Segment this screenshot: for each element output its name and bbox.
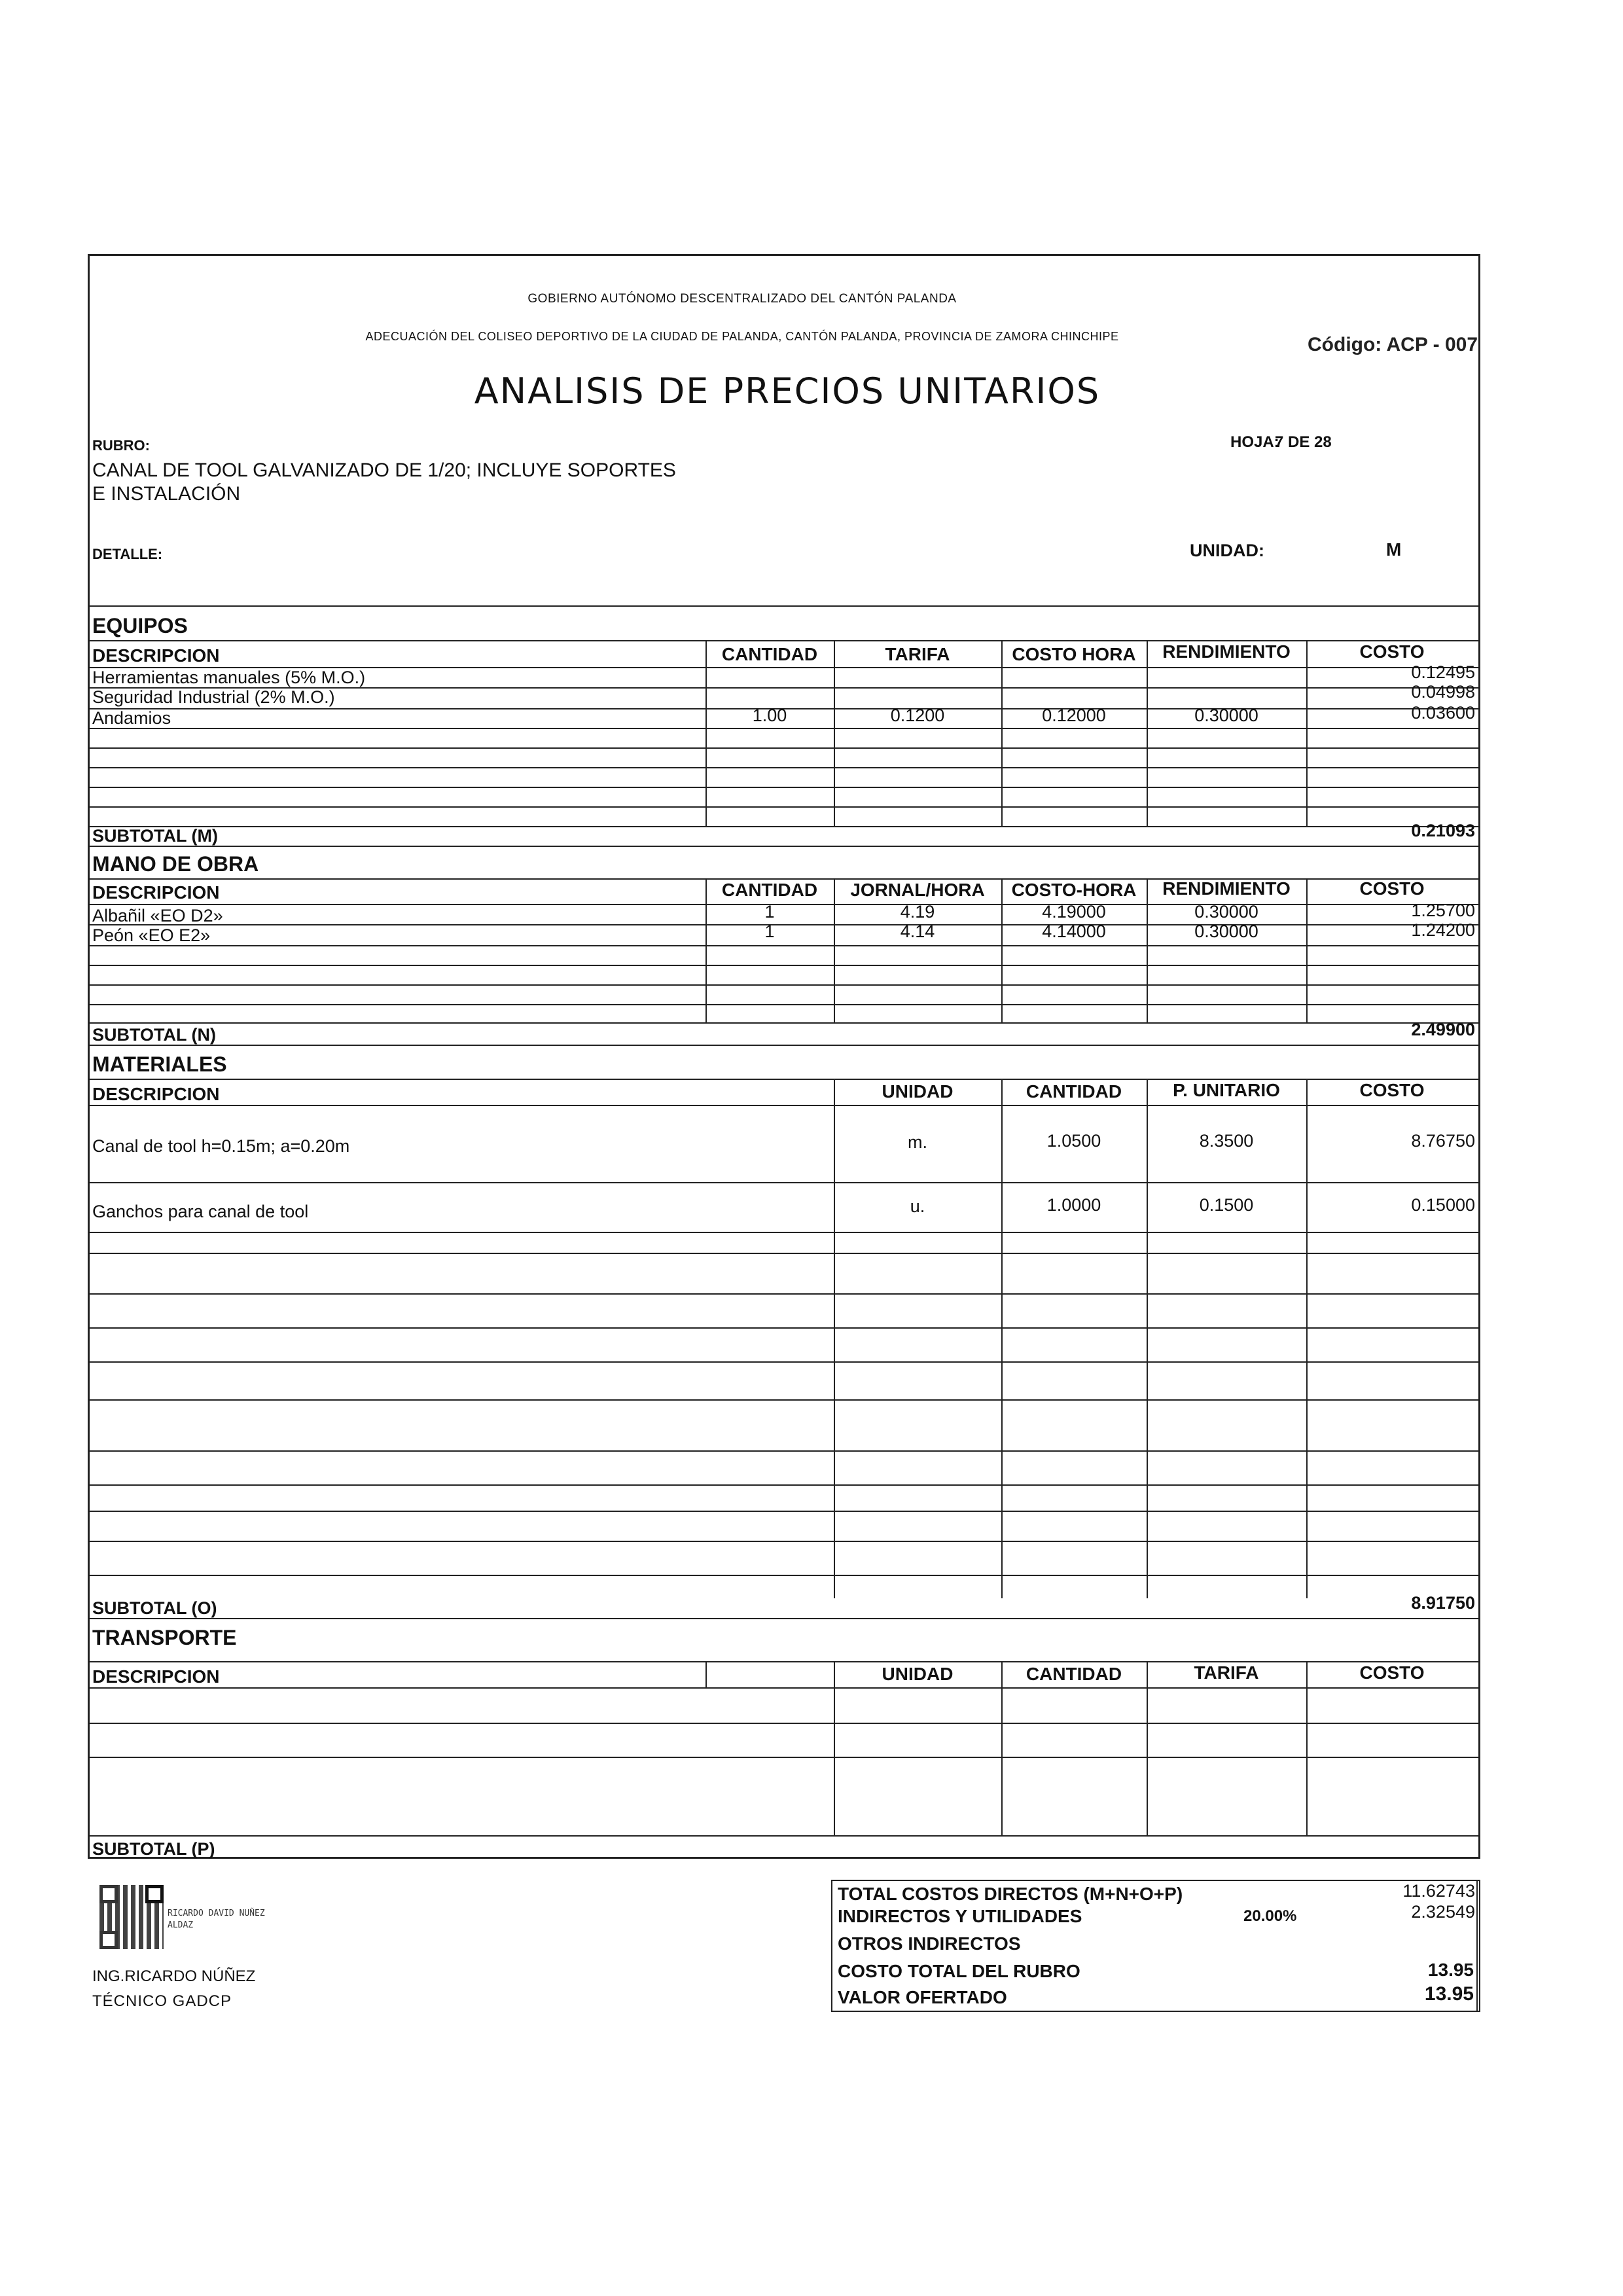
page-title: ANALISIS DE PRECIOS UNITARIOS [474, 370, 1101, 412]
materiales-header-cantidad: CANTIDAD [1026, 1081, 1122, 1102]
materiales-header-descripcion: DESCRIPCION [92, 1084, 220, 1104]
indirectos-value: 2.32549 [1411, 1902, 1475, 1922]
total-directos-value: 11.62743 [1402, 1881, 1475, 1901]
materiales-row-1-unidad: m. [908, 1132, 927, 1152]
rubro-line-2: E INSTALACIÓN [92, 483, 241, 505]
transporte-header-descripcion: DESCRIPCION [92, 1666, 220, 1687]
materiales-header-p-unitario: P. UNITARIO [1173, 1080, 1280, 1100]
org-name: GOBIERNO AUTÓNOMO DESCENTRALIZADO DEL CANTÓN PALANDA [527, 292, 957, 306]
signer-role: TÉCNICO GADCP [92, 1992, 232, 2010]
rubro-line-1: CANAL DE TOOL GALVANIZADO DE 1/20; INCLUYE SOPORTES [92, 459, 676, 481]
signature-stamp-line-2: ALDAZ [168, 1920, 194, 1930]
equipos-header-costo-hora: COSTO HORA [1012, 644, 1136, 664]
mano-obra-row-2-costo-hora: 4.14000 [1042, 922, 1106, 941]
signer-name: ING.RICARDO NÚÑEZ [92, 1967, 256, 1985]
subtotal-n-value: 2.49900 [1411, 1020, 1475, 1039]
unidad-label: UNIDAD: [1190, 541, 1264, 560]
mano-obra-row-2-cantidad: 1 [764, 922, 775, 941]
detalle-label: DETALLE: [92, 546, 163, 562]
otros-indirectos-label: OTROS INDIRECTOS [838, 1933, 1021, 1954]
subtotal-n-label: SUBTOTAL (N) [92, 1025, 216, 1045]
equipos-row-3-desc: Andamios [92, 708, 171, 728]
costo-total-label: COSTO TOTAL DEL RUBRO [838, 1961, 1080, 1981]
mano-obra-row-1-cantidad: 1 [764, 902, 775, 922]
valor-ofertado-label: VALOR OFERTADO [838, 1987, 1007, 2007]
costo-total-value: 13.95 [1427, 1960, 1474, 1980]
section-materiales-title: MATERIALES [92, 1052, 227, 1076]
materiales-row-2-cantidad: 1.0000 [1046, 1195, 1101, 1215]
section-mano-obra-title: MANO DE OBRA [92, 852, 259, 876]
materiales-header-unidad: UNIDAD [882, 1081, 954, 1102]
materiales-row-2-costo: 0.15000 [1411, 1195, 1475, 1215]
subtotal-o-label: SUBTOTAL (O) [92, 1598, 217, 1618]
materiales-row-1-p-unitario: 8.3500 [1199, 1131, 1254, 1151]
mano-obra-row-1-costo-hora: 4.19000 [1042, 902, 1106, 922]
mano-obra-row-1-costo: 1.25700 [1411, 901, 1475, 920]
unidad-value: M [1386, 539, 1402, 560]
mano-obra-row-2-jornal: 4.14 [900, 922, 935, 941]
mano-obra-row-1-rendimiento: 0.30000 [1194, 902, 1258, 922]
equipos-row-3-rendimiento: 0.30000 [1194, 706, 1258, 725]
materiales-row-2-p-unitario: 0.1500 [1199, 1195, 1254, 1215]
mano-obra-header-costo: COSTO [1359, 878, 1425, 899]
valor-ofertado-value: 13.95 [1424, 1983, 1474, 2005]
mano-obra-header-rendimiento: RENDIMIENTO [1162, 878, 1291, 899]
codigo: Código: ACP - 007 [1308, 334, 1478, 355]
mano-obra-header-cantidad: CANTIDAD [721, 880, 818, 900]
mano-obra-header-descripcion: DESCRIPCION [92, 882, 220, 903]
mano-obra-row-2-costo: 1.24200 [1411, 920, 1475, 940]
equipos-header-tarifa: TARIFA [885, 644, 950, 664]
project-name: ADECUACIÓN DEL COLISEO DEPORTIVO DE LA CIUDAD DE PALANDA, CANTÓN PALANDA, PROVINCIA DE ZAMORA CHINCHIPE [365, 330, 1119, 343]
indirectos-label: INDIRECTOS Y UTILIDADES [838, 1906, 1082, 1926]
total-directos-label: TOTAL COSTOS DIRECTOS (M+N+O+P) [838, 1884, 1183, 1904]
equipos-header-rendimiento: RENDIMIENTO [1162, 641, 1291, 662]
subtotal-o-value: 8.91750 [1411, 1593, 1475, 1613]
indirectos-pct: 20.00% [1243, 1907, 1297, 1925]
subtotal-m-value: 0.21093 [1411, 821, 1475, 840]
equipos-row-3-costo-hora: 0.12000 [1042, 706, 1106, 725]
hoja-value: 7 DE 28 [1275, 433, 1332, 451]
materiales-header-costo: COSTO [1359, 1080, 1425, 1100]
mano-obra-header-costo-hora: COSTO-HORA [1011, 880, 1137, 900]
section-transporte-title: TRANSPORTE [92, 1626, 237, 1649]
mano-obra-header-jornal: JORNAL/HORA [850, 880, 985, 900]
mano-obra-row-1-jornal: 4.19 [900, 902, 935, 922]
equipos-row-2-costo: 0.04998 [1411, 682, 1475, 702]
rubro-label: RUBRO: [92, 437, 150, 454]
transporte-header-unidad: UNIDAD [882, 1664, 954, 1684]
equipos-row-3-tarifa: 0.1200 [890, 706, 945, 725]
section-equipos-title: EQUIPOS [92, 614, 188, 637]
mano-obra-row-2-rendimiento: 0.30000 [1194, 922, 1258, 941]
subtotal-p-label: SUBTOTAL (P) [92, 1839, 215, 1859]
transporte-header-cantidad: CANTIDAD [1026, 1664, 1122, 1684]
equipos-header-descripcion: DESCRIPCION [92, 645, 220, 666]
qr-finder-icon [145, 1885, 164, 1903]
mano-obra-row-1-desc: Albañil «EO D2» [92, 906, 223, 925]
materiales-row-2-unidad: u. [910, 1196, 925, 1216]
mano-obra-row-2-desc: Peón «EO E2» [92, 925, 211, 945]
transporte-header-costo: COSTO [1359, 1662, 1425, 1683]
materiales-row-1-cantidad: 1.0500 [1046, 1131, 1101, 1151]
materiales-row-1-costo: 8.76750 [1411, 1131, 1475, 1151]
equipos-row-3-cantidad: 1.00 [752, 706, 787, 725]
hoja-label: HOJA: [1230, 433, 1279, 451]
equipos-header-cantidad: CANTIDAD [721, 644, 818, 664]
signature-stamp-line-1: RICARDO DAVID NUÑEZ [168, 1909, 265, 1918]
equipos-row-1-costo: 0.12495 [1411, 662, 1475, 682]
equipos-row-3-costo: 0.03600 [1411, 703, 1475, 723]
equipos-header-costo: COSTO [1359, 641, 1425, 662]
materiales-row-2-desc: Ganchos para canal de tool [92, 1202, 309, 1221]
materiales-row-1-desc: Canal de tool h=0.15m; a=0.20m [92, 1136, 350, 1156]
equipos-row-1-desc: Herramientas manuales (5% M.O.) [92, 668, 366, 687]
subtotal-m-label: SUBTOTAL (M) [92, 826, 218, 846]
transporte-header-tarifa: TARIFA [1194, 1662, 1259, 1683]
equipos-row-2-desc: Seguridad Industrial (2% M.O.) [92, 687, 335, 707]
